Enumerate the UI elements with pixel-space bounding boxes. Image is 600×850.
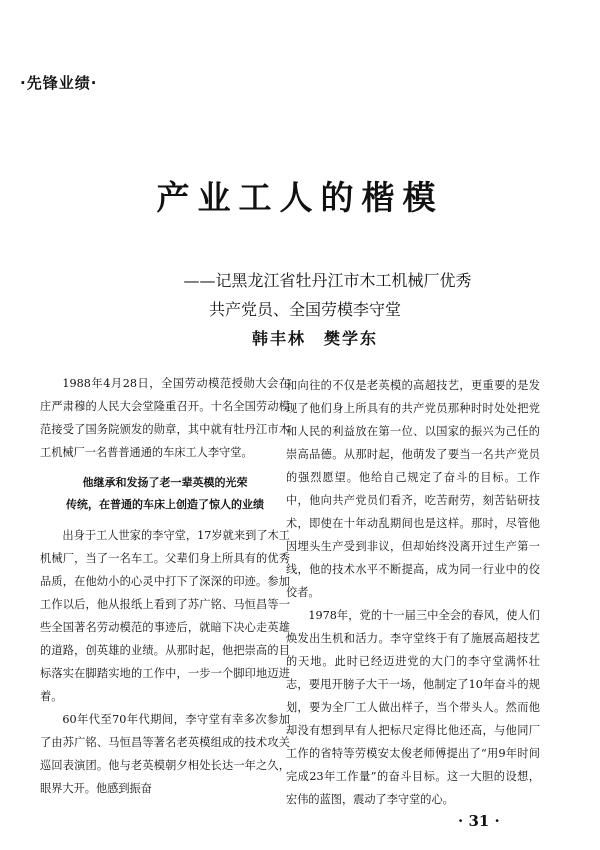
article-title: 产业工人的楷模 — [156, 178, 444, 217]
paragraph: 出身于工人世家的李守堂，17岁就来到了木工机械厂，当了一名车工。父辈们身上所具有的优秀品质，在他幼小的心灵中打下了深深的印迹。参加工作以后，他从报纸上看到了苏广铭、马恒昌等一些全国著名劳动模范的事迹后，就暗下决心走英雄的道路，创英雄的业绩。从那时起，他把崇高的目标落实在脚踏实地的工作中，一步一个脚印地迈进着。 — [40, 529, 290, 703]
subtitle-line-1: ——记黑龙江省牡丹江市木工机械厂优秀 — [183, 271, 472, 290]
article-subtitle — [0, 266, 600, 353]
paragraph: 1988年4月28日，全国劳动模范授勋大会在庄严肃穆的人民大会堂隆重召开。十名全国劳动模范接受了国务院颁发的勋章，其中就有牡丹江市木工机械厂一名普普通通的车床工人李守堂。 — [40, 377, 290, 459]
subheading-line-2: 传统，在普通的车床上创造了惊人的业绩 — [66, 498, 264, 511]
authors: 韩丰林 樊学东 — [251, 329, 378, 348]
left-column — [40, 372, 290, 800]
right-column — [286, 374, 540, 811]
paragraph: 1978年，党的十一届三中全会的春风，使人们焕发出生机和活力。李守堂终于有了施展高超技艺的天地。此时已经迈进党的大门的李守堂满怀壮志，要甩开膀子大干一场，他制定了10年奋斗的规划，要为全厂工人做出样子，当个带头人。然而他却没有想到早有人把标尺定得比他还高，与他同厂工作的省特等劳模安太俊老师傅提出了“用9年时间完成23年工作量”的奋斗目标。这一大胆的设想，宏伟的蓝图，震动了李守堂的心。 — [286, 609, 540, 806]
subtitle-line-2: 共产党员、全国劳模李守堂 — [208, 300, 401, 319]
paragraph: 和向往的不仅是老英模的高超技艺，更重要的是发现了他们身上所具有的共产党员那种时时处处把党和人民的利益放在第一位、以国家的振兴为己任的崇高品德。从那时起，他萌发了要当一名共产党员的强烈愿望。他给自己规定了奋斗的目标。工作中，他向共产党员们看齐，吃苦耐劳，刻苦钻研技术，即使在十年动乱期间也是这样。那时，尽管他因埋头生产受到非议，但却始终没离开过生产第一线，他的技术水平不断提高，成为同一行业中的佼佼者。 — [286, 379, 540, 599]
subheading-line-1: 他继承和发扬了老一辈英模的光荣 — [82, 476, 248, 489]
page-number: · 31 · — [458, 812, 500, 830]
section-subheading — [40, 472, 290, 516]
section-label: ·先锋业绩· — [20, 74, 98, 92]
paragraph: 60年代至70年代期间，李守堂有幸多次参加了由苏广铭、马恒昌等著名老英模组成的技术攻关巡回表演团。他与老英模朝夕相处长达一年之久，眼界大开。他感到振奋 — [40, 713, 290, 795]
